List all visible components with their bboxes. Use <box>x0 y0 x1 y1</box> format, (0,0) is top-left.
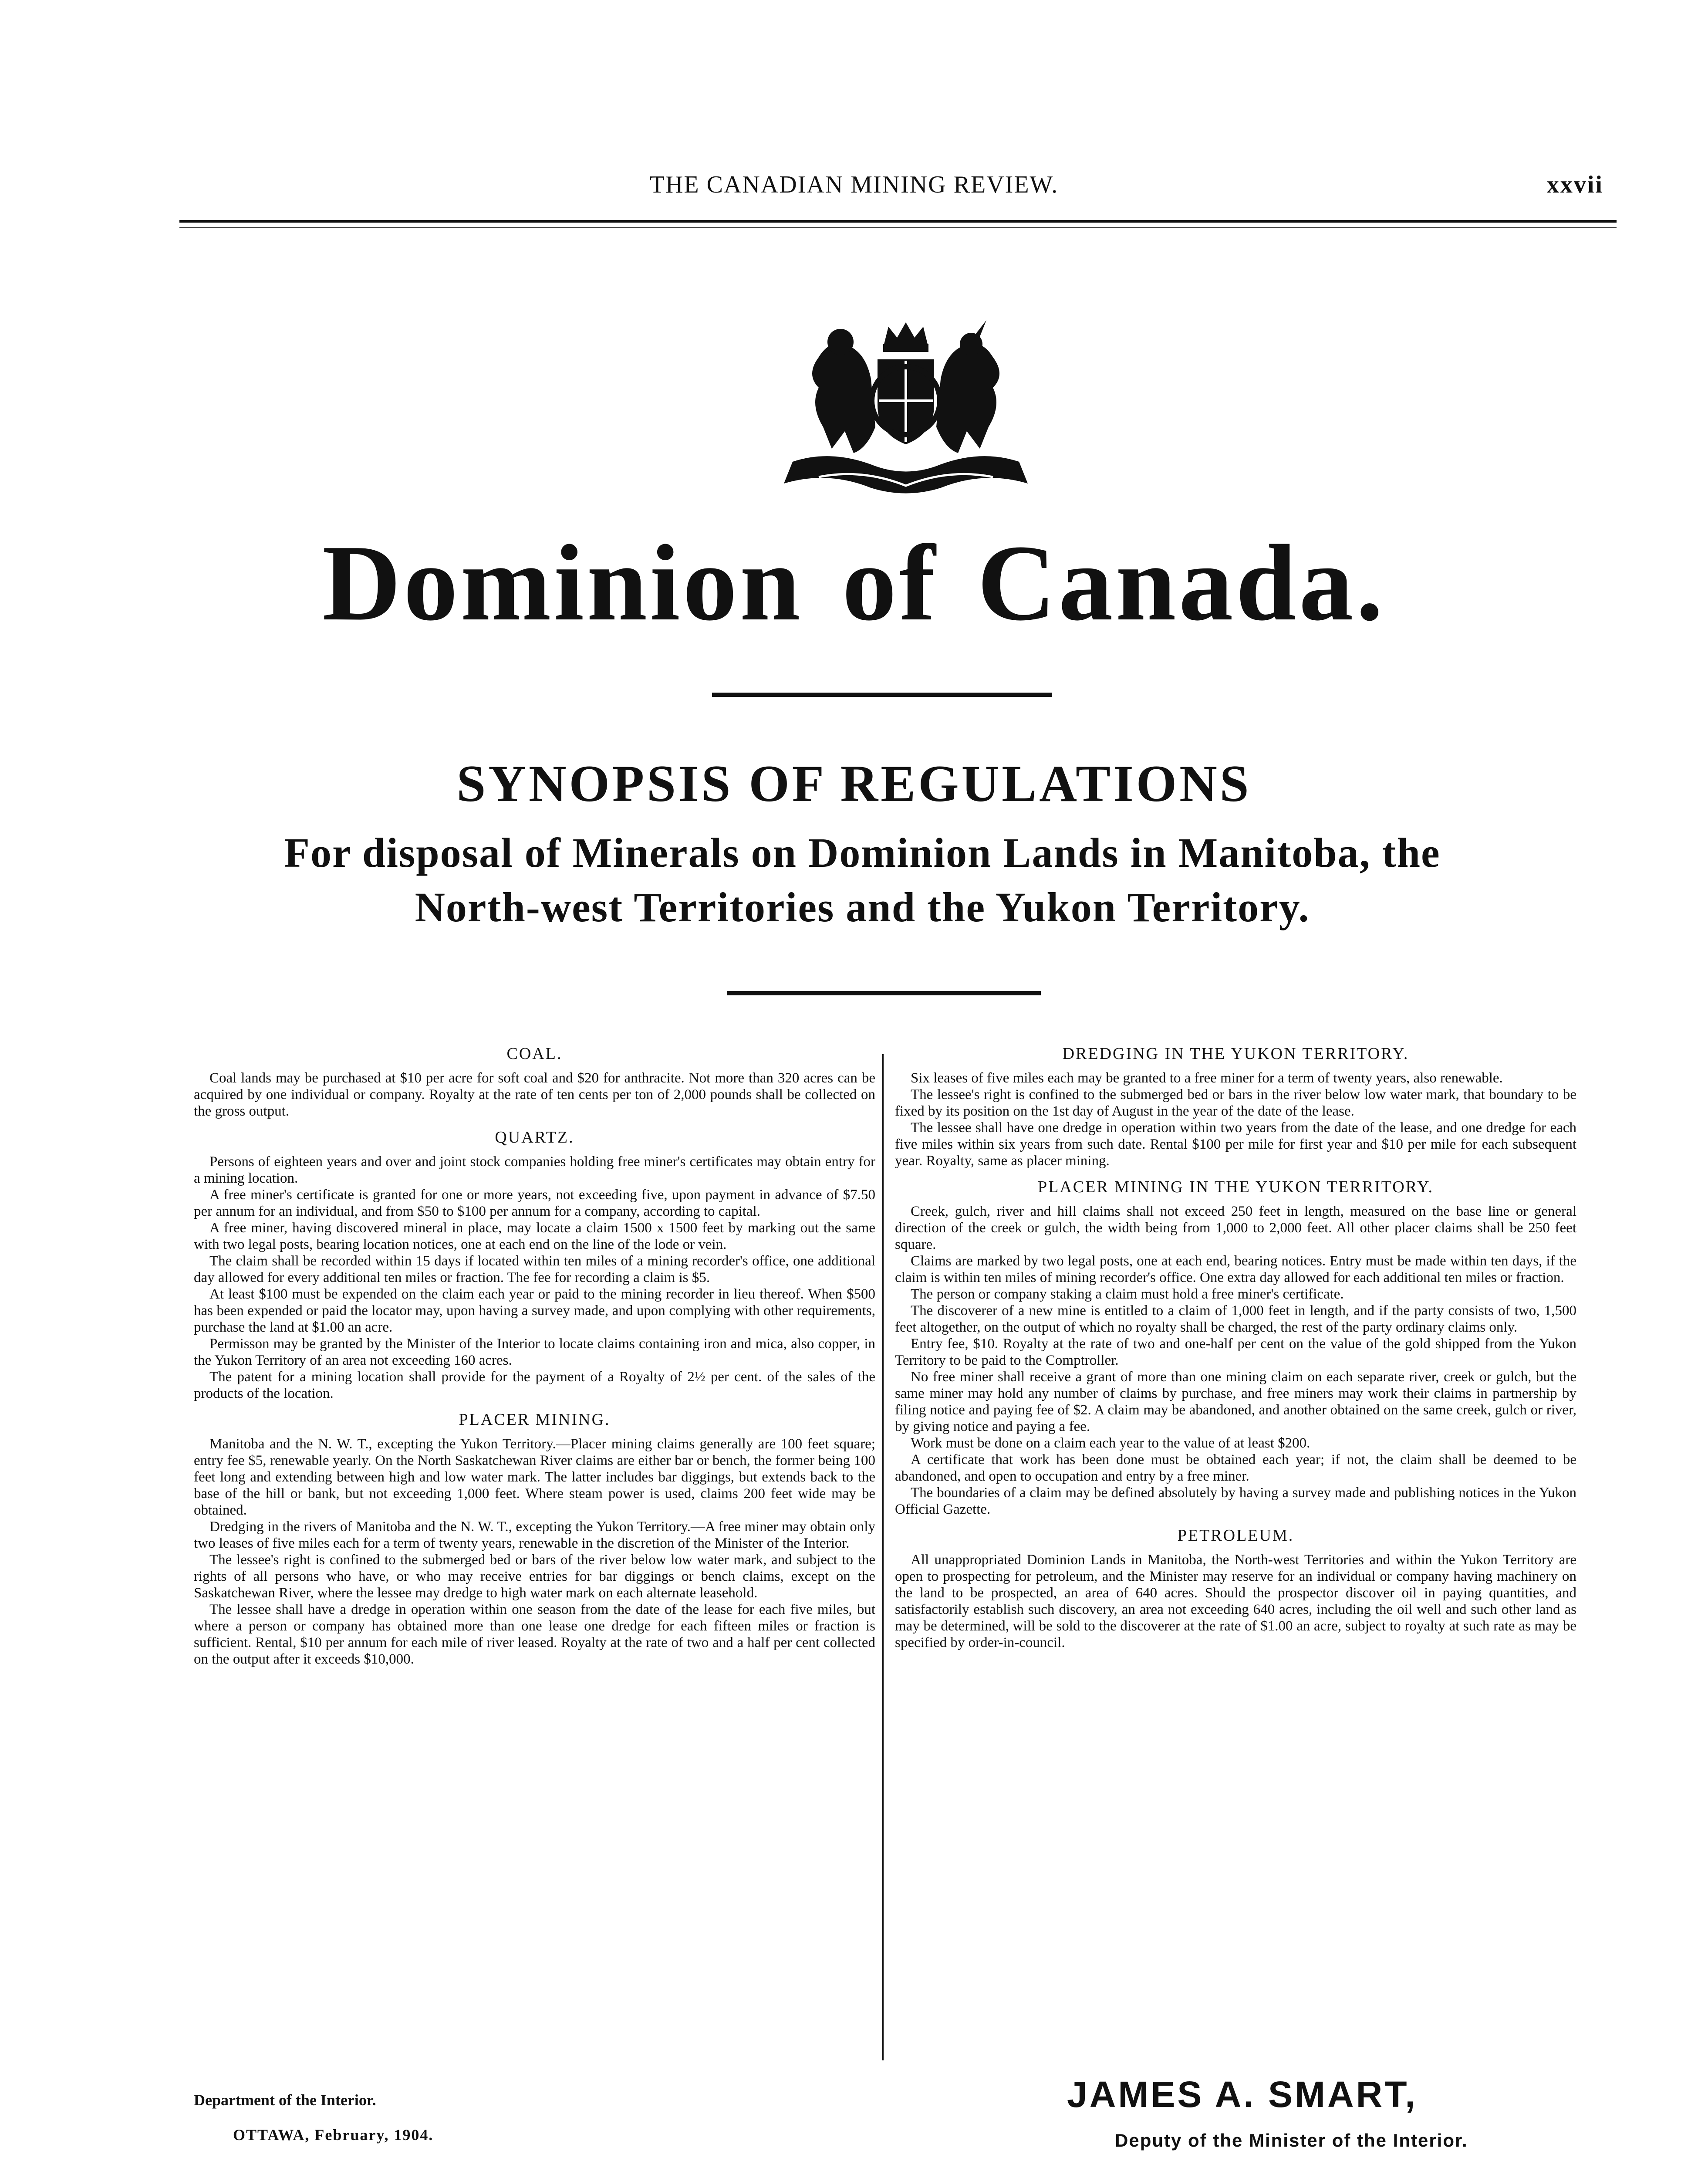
paragraph: Creek, gulch, river and hill claims shall not exceed 250 feet in length, measured on the base line or general direction of the creek or gulch, the width being from 1,000 to 2,000 feet. All other placer claims shall be 250 feet square. <box>895 1204 1576 1252</box>
paragraph: Work must be done on a claim each year to the value of at least $200. <box>911 1435 1310 1451</box>
paragraph: A certificate that work has been done must be obtained each year; if not, the claim shall be deemed to be abandoned, and open to occupation and entry by a free miner. <box>895 1452 1576 1484</box>
paragraph: The lessee shall have a dredge in operation within one season from the date of the lease for each five miles, but where a person or company has obtained more than one lease one dredge for each fifteen miles or fraction is sufficient. Rental, $10 per annum for each mile of river leased. Royalty at the rate of two and a half per cent collected on the output after it exceeds $10,000. <box>194 1602 875 1667</box>
paragraph: At least $100 must be expended on the claim each year or paid to the mining recorder in lieu thereof. When $500 has been expended or paid the locator may, upon having a survey made, and upon complying with other requirements, purchase the land at $1.00 an acre. <box>194 1286 875 1335</box>
synopsis-heading: SYNOPSIS OF REGULATIONS <box>456 754 1252 812</box>
section-heading-placer-mining: PLACER MINING. <box>459 1410 611 1429</box>
journal-title: THE CANADIAN MINING REVIEW. <box>649 171 1059 198</box>
paragraph: The lessee's right is confined to the submerged bed or bars in the river below low water mark, that boundary to be fixed by its position on the 1st day of August in the year of the date of the lease. <box>895 1087 1576 1119</box>
royal-coat-of-arms-icon <box>766 318 1045 505</box>
paragraph: The person or company staking a claim must hold a free miner's certificate. <box>911 1286 1344 1302</box>
paragraph: The claim shall be recorded within 15 days if located within ten miles of a mining recorder's office, one additional day allowed for every additional ten miles or fraction. The fee for recording a claim is $5. <box>194 1253 875 1285</box>
column-divider <box>882 1054 884 2060</box>
paragraph: A free miner's certificate is granted for one or more years, not exceeding five, upon payment in advance of $7.50 per annum for an individual, and from $50 to $100 per annum for a company, according to capital. <box>194 1187 875 1219</box>
paragraph: The discoverer of a new mine is entitled to a claim of 1,000 feet in length, and if the party consists of two, 1,500 feet altogether, on the output of which no royalty shall be charged, the rest of the party ordinary claims only. <box>895 1303 1576 1335</box>
signer-title: Deputy of the Minister of the Interior. <box>1115 2130 1468 2151</box>
right-column <box>895 1045 1576 1651</box>
title-word-dominion: Dominion <box>322 523 803 643</box>
title-rule <box>712 693 1052 697</box>
paragraph: Coal lands may be purchased at $10 per acre for soft coal and $20 for anthracite. Not more than 320 acres can be acquired by one individual or company. Royalty at the rate of ten cents per ton of 2,000 pounds shall be collected on the gross output. <box>194 1070 875 1119</box>
title-word-of: of <box>842 523 938 643</box>
signer-name: JAMES A. SMART, <box>1067 2074 1418 2115</box>
paragraph: The lessee's right is confined to the submerged bed or bars of the river below low water mark, and subject to the rights of all persons who have, or who may receive entries for bar diggings or bench claims, except on the Saskatchewan River, where the lessee may dredge to high water mark on each alternate leasehold. <box>194 1552 875 1601</box>
paragraph: Dredging in the rivers of Manitoba and the N. W. T., excepting the Yukon Territory.—A free miner may obtain only two leases of five miles each for a term of twenty years, renewable in the discretion of the Minister of the Interior. <box>194 1519 875 1551</box>
paragraph: All unappropriated Dominion Lands in Manitoba, the North-west Territories and within the Yukon Territory are open to prospecting for petroleum, and the Minister may reserve for an individual or company having machinery on the land to be prospected, an area of 640 acres. Should the prospector discover oil in paying quantities, and satisfactorily establish such discovery, an area not exceeding 640 acres, including the oil well and such other land as may be determined, will be sold to the discoverer at the rate of $1.00 an acre, subject to royalty at such rate as may be specified by order-in-council. <box>895 1552 1576 1650</box>
paragraph: The lessee shall have one dredge in operation within two years from the date of the lease, and one dredge for each five miles within six years from such date. Rental $100 per mile for first year and $10 per mile for each subsequent year. Royalty, same as placer mining. <box>895 1120 1576 1169</box>
paragraph: Entry fee, $10. Royalty at the rate of two and one-half per cent on the value of the gold shipped from the Yukon Territory to be paid to the Comptroller. <box>895 1336 1576 1368</box>
paragraph: Manitoba and the N. W. T., excepting the Yukon Territory.—Placer mining claims generally are 100 feet square; entry fee $5, renewable yearly. On the North Saskatchewan River claims are either bar or bench, the former being 100 feet long and extending between high and low water mark. The latter includes bar diggings, but extends back to the base of the hill or bank, but not exceeding 1,000 feet. Where steam power is used, claims 200 feet wide may be obtained. <box>194 1436 875 1518</box>
title-word-canada: Canada. <box>977 523 1386 643</box>
subtitle-line-2: North-west Territories and the Yukon Territory. <box>415 884 1310 930</box>
left-column <box>194 1045 875 1667</box>
subtitle-line-1: For disposal of Minerals on Dominion Lands in Manitoba, the <box>284 829 1441 876</box>
header-rule <box>179 220 1617 223</box>
section-heading-quartz: QUARTZ. <box>495 1128 574 1146</box>
paragraph: The boundaries of a claim may be defined absolutely by having a survey made and publishing notices in the Yukon Official Gazette. <box>895 1485 1576 1517</box>
page-title <box>0 521 1708 646</box>
paragraph: The patent for a mining location shall provide for the payment of a Royalty of 2½ per cent. of the sales of the products of the location. <box>194 1369 875 1401</box>
section-heading-placer-yukon: PLACER MINING IN THE YUKON TERRITORY. <box>1037 1178 1434 1196</box>
page-number: xxvii <box>1546 171 1603 198</box>
paragraph: Six leases of five miles each may be granted to a free miner for a term of twenty years, also renewable. <box>911 1070 1503 1086</box>
paragraph: A free miner, having discovered mineral in place, may locate a claim 1500 x 1500 feet by marking out the same with two legal posts, bearing location notices, one at each end on the line of the lode or vein. <box>194 1220 875 1252</box>
header-rule-thin <box>179 227 1617 228</box>
paragraph: No free miner shall receive a grant of more than one mining claim on each separate river, creek or gulch, but the same miner may hold any number of claims by purchase, and free miners may work their claims in partnership by filing notice and paying fee of $2. A claim may be abandoned, and another obtained on the same creek, gulch or river, by giving notice and paying a fee. <box>895 1369 1576 1434</box>
paragraph: Permisson may be granted by the Minister of the Interior to locate claims containing iron and mica, also copper, in the Yukon Territory of an area not exceeding 160 acres. <box>194 1336 875 1368</box>
section-heading-petroleum: PETROLEUM. <box>1177 1526 1294 1545</box>
paragraph: Persons of eighteen years and over and joint stock companies holding free miner's certificates may obtain entry for a mining location. <box>194 1154 875 1186</box>
paragraph: Claims are marked by two legal posts, one at each end, bearing notices. Entry must be made within ten days, if the claim is within ten miles of mining recorder's office. One extra day allowed for each additional ten miles or fraction. <box>895 1253 1576 1285</box>
subtitle-rule <box>727 991 1041 995</box>
place-date-line: OTTAWA, February, 1904. <box>233 2126 434 2144</box>
department-line: Department of the Interior. <box>194 2091 376 2109</box>
section-heading-coal: COAL. <box>506 1045 563 1063</box>
subtitle <box>157 825 1568 934</box>
section-heading-dredging-yukon: DREDGING IN THE YUKON TERRITORY. <box>1062 1045 1409 1063</box>
